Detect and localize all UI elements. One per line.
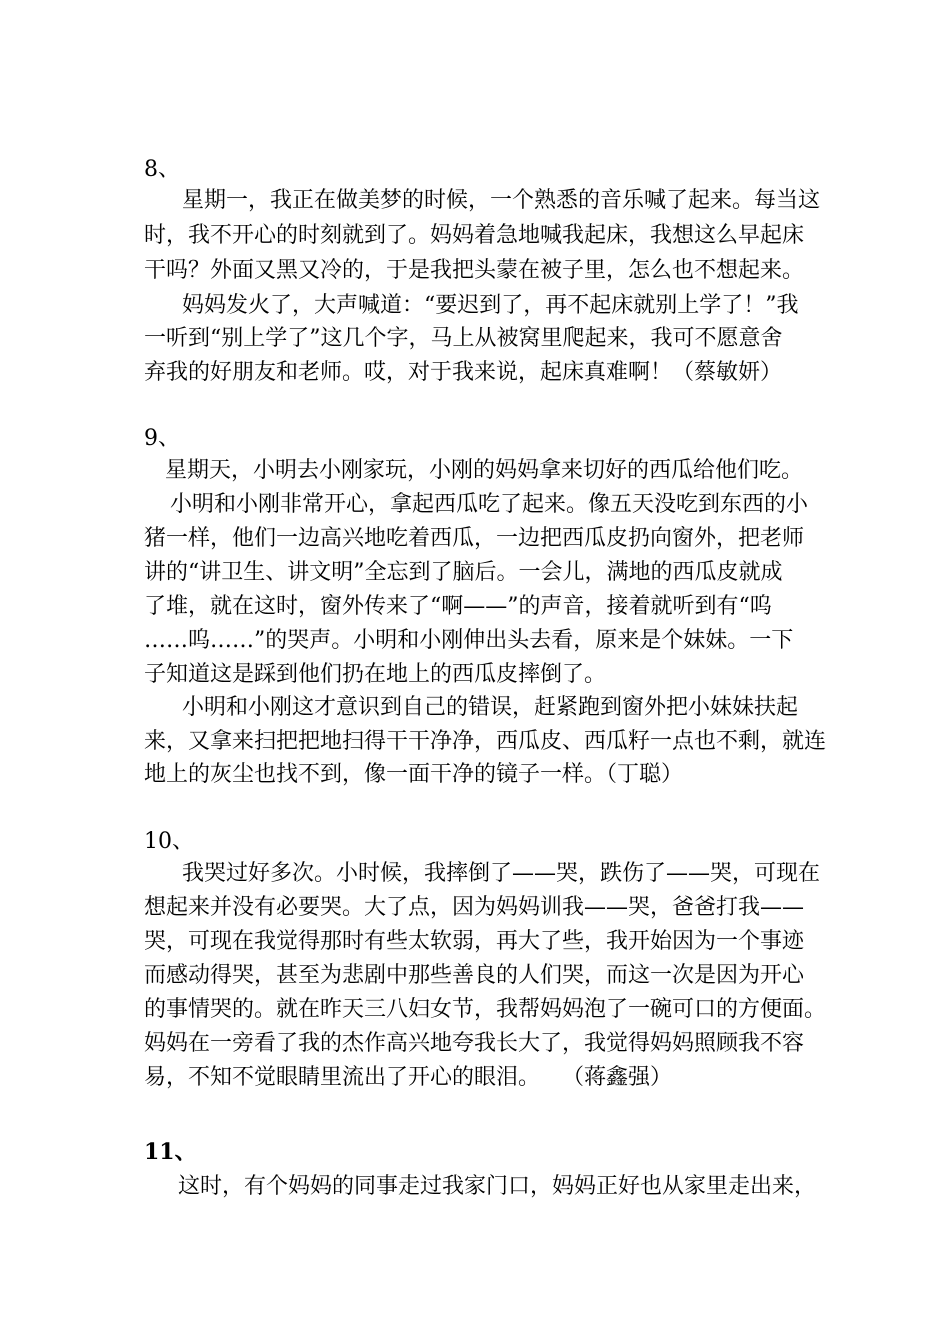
section-10-line-6: 妈妈在一旁看了我的杰作高兴地夸我长大了，我觉得妈妈照顾我不容 xyxy=(144,1031,805,1056)
section-10-line-5: 的事情哭的。就在昨天三八妇女节，我帮妈妈泡了一碗可口的方便面。 xyxy=(144,997,827,1022)
section-9-line-5: 了堆，就在这时，窗外传来了“啊——”的声音，接着就听到有“呜 xyxy=(144,594,772,619)
section-8-line-2: 时，我不开心的时刻就到了。妈妈着急地喊我起床，我想这么早起床 xyxy=(144,223,805,248)
section-9-line-9: 来，又拿来扫把把地扫得干干净净，西瓜皮、西瓜籽一点也不剩，就连 xyxy=(144,729,827,754)
section-9-line-4: 讲的“讲卫生、讲文明”全忘到了脑后。一会儿，满地的西瓜皮就成 xyxy=(144,560,783,585)
section-9-line-10: 地上的灰尘也找不到，像一面干净的镜子一样。（丁聪） xyxy=(144,762,684,787)
section-9-line-7: 子知道这是踩到他们扔在地上的西瓜皮摔倒了。 xyxy=(144,662,607,687)
section-9-line-1: 星期天，小明去小刚家玩，小刚的妈妈拿来切好的西瓜给他们吃。 xyxy=(165,458,804,483)
section-9-line-8: 小明和小刚这才意识到自己的错误，赶紧跑到窗外把小妹妹扶起 xyxy=(182,695,799,720)
section-9-line-2: 小明和小刚非常开心，拿起西瓜吃了起来。像五天没吃到东西的小 xyxy=(170,492,809,517)
section-9-number: 9、 xyxy=(144,426,180,451)
section-10-line-4: 而感动得哭，甚至为悲剧中那些善良的人们哭，而这一次是因为开心 xyxy=(144,963,805,988)
section-8-number: 8、 xyxy=(144,157,180,182)
section-10-line-1: 我哭过好多次。小时候，我摔倒了——哭，跌伤了——哭，可现在 xyxy=(182,861,821,886)
section-9-line-6: ……呜……”的哭声。小明和小刚伸出头去看，原来是个妹妹。一下 xyxy=(144,628,794,653)
section-10-line-2: 想起来并没有必要哭。大了点，因为妈妈训我——哭，爸爸打我—— xyxy=(144,895,805,920)
section-8-line-5: 一听到“别上学了”这几个字，马上从被窝里爬起来，我可不愿意舍 xyxy=(144,326,783,351)
section-8-line-4: 妈妈发火了，大声喊道：“要迟到了，再不起床就别上学了！”我 xyxy=(182,293,799,318)
section-10-line-3: 哭，可现在我觉得那时有些太软弱，再大了些，我开始因为一个事迹 xyxy=(144,929,805,954)
section-8-line-3: 干吗？外面又黑又冷的，于是我把头蒙在被子里，怎么也不想起来。 xyxy=(144,258,805,283)
section-11-number: 11、 xyxy=(144,1139,197,1165)
section-8-line-6: 弃我的好朋友和老师。哎，对于我来说，起床真难啊！（蔡敏妍） xyxy=(144,360,783,385)
section-8-line-1: 星期一，我正在做美梦的时候，一个熟悉的音乐喊了起来。每当这 xyxy=(182,188,821,213)
section-9-line-3: 猪一样，他们一边高兴地吃着西瓜，一边把西瓜皮扔向窗外，把老师 xyxy=(144,526,805,551)
section-10-number: 10、 xyxy=(144,829,194,854)
section-11-line-1: 这时，有个妈妈的同事走过我家门口，妈妈正好也从家里走出来， xyxy=(178,1174,817,1199)
section-10-line-7: 易，不知不觉眼睛里流出了开心的眼泪。 （蒋鑫强） xyxy=(144,1065,673,1090)
